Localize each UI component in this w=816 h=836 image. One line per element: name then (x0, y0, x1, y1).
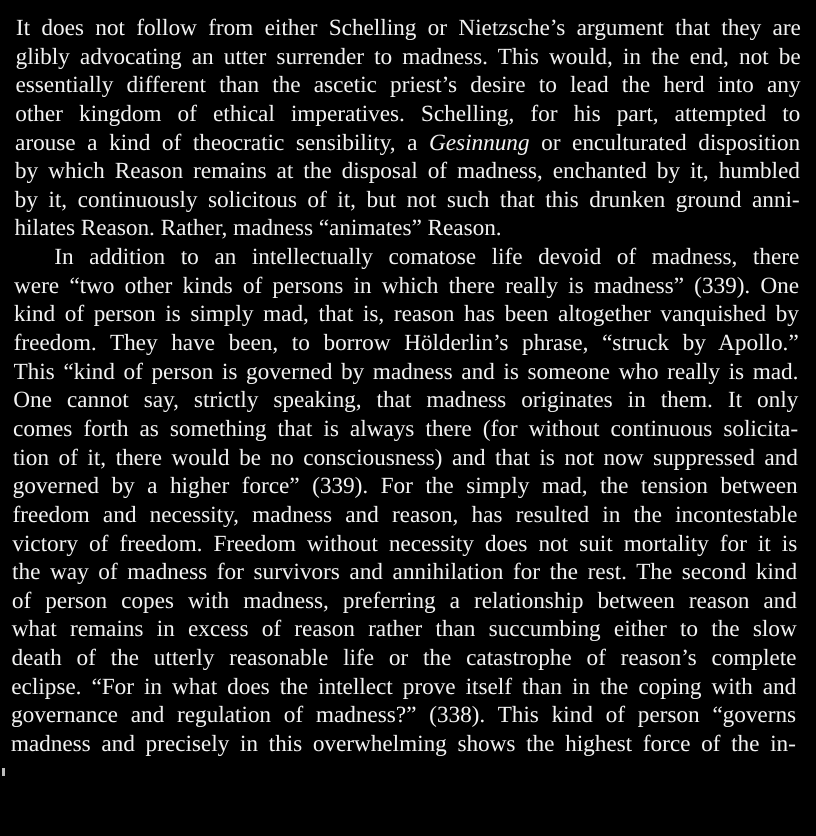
text-line: victory of freedom. Freedom without necessity does not suit mortality for it is (12, 530, 798, 557)
text-line: One cannot say, strictly speaking, that madness originates in them. It only (13, 387, 799, 414)
book-page (11, 14, 801, 759)
text-line: hilates Reason. Rather, madness “animates” Reason. (14, 215, 502, 242)
text-line: governed by a higher force” (339). For the simply mad, the tension between (12, 473, 798, 500)
paragraph-1 (14, 14, 801, 243)
text-line: This “kind of person is governed by madness and is someone who really is mad. (13, 358, 799, 385)
text-line: freedom and necessity, madness and reason, has resulted in the incontestable (12, 501, 798, 528)
text-line: by which Reason remains at the disposal of madness, enchanted by it, humbled (14, 158, 800, 185)
text-line: of person copes with madness, preferring a relationship between reason and (11, 587, 797, 614)
text-line: what remains in excess of reason rather than succumbing either to the slow (11, 616, 797, 643)
text-line: essentially different than the ascetic priest’s desire to lead the herd into any (15, 72, 801, 99)
text-line: death of the utterly reasonable life or the catastrophe of reason’s complete (11, 645, 797, 672)
text-line: glibly advocating an utter surrender to madness. This would, in the end, not be (15, 43, 801, 70)
text-line: other kingdom of ethical imperatives. Schelling, for his part, attempted to (15, 100, 801, 127)
text-line: In addition to an intellectually comatose life devoid of madness, there (54, 244, 800, 271)
text-line: were “two other kinds of persons in which there really is madness” (339). One (14, 272, 800, 299)
text-line: eclipse. “For in what does the intellect prove itself than in the coping with and (11, 673, 797, 700)
italic-term: Gesinnung (428, 129, 530, 156)
text-line (15, 129, 800, 158)
paragraph-2 (11, 243, 800, 759)
text-line: It does not follow from either Schelling or Nietzsche’s argument that they are (15, 15, 801, 41)
text-line: by it, continuously solicitous of it, but not such that this drunken ground anni- (14, 186, 800, 213)
text-line: the way of madness for survivors and annihilation for the rest. The second kind (12, 559, 798, 586)
text-line: tion of it, there would be no consciousness) and that is not now suppressed and (12, 444, 798, 471)
text-segment: or enculturated disposition (529, 129, 801, 156)
text-line: freedom. They have been, to borrow Hölderlin’s phrase, “struck by Apollo.” (13, 330, 799, 357)
text-line: comes forth as something that is always there (for without continuous solicita- (13, 415, 799, 442)
text-line: kind of person is simply mad, that is, reason has been altogether vanquished by (13, 301, 799, 328)
text-line: madness and precisely in this overwhelming shows the highest force of the in- (10, 731, 796, 758)
margin-mark (2, 768, 5, 776)
text-line: governance and regulation of madness?” (338). This kind of person “governs (11, 702, 797, 729)
text-segment: arouse a kind of theocratic sensibility, a (15, 129, 430, 156)
